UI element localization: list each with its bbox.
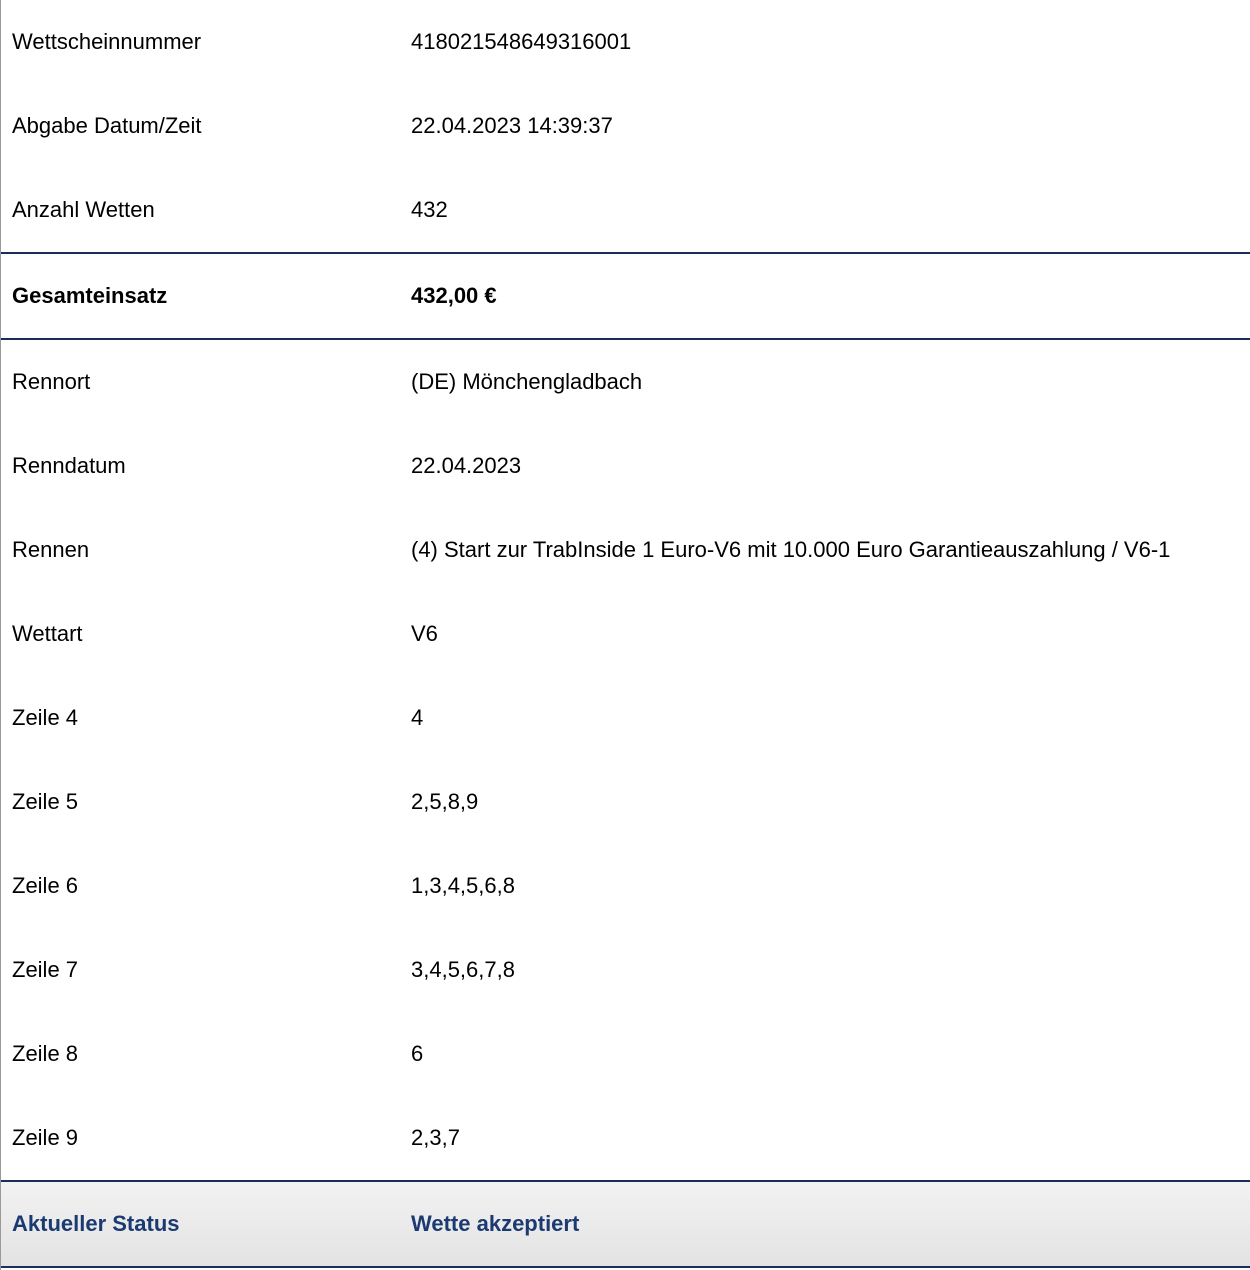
row-label: Zeile 6 [12, 873, 79, 898]
row-value: 6 [411, 1041, 424, 1066]
bet-slip-header-group [1, 0, 1250, 252]
row-label: Rennen [12, 537, 90, 562]
row-label: Anzahl Wetten [12, 197, 155, 222]
detail-row-line-7 [1, 928, 1250, 1012]
row-value: 22.04.2023 14:39:37 [411, 113, 613, 138]
row-value: 2,3,7 [411, 1125, 460, 1150]
detail-row-race [1, 508, 1250, 592]
detail-row-line-6 [1, 844, 1250, 928]
detail-row-line-4 [1, 676, 1250, 760]
row-label: Wettscheinnummer [12, 29, 202, 54]
detail-row-race-date [1, 424, 1250, 508]
row-value: 4 [411, 705, 424, 730]
row-label: Abgabe Datum/Zeit [12, 113, 202, 138]
row-value: (4) Start zur TrabInside 1 Euro-V6 mit 10.000 Euro Garantieauszahlung / V6-1 [411, 537, 1171, 562]
row-label: Wettart [12, 621, 83, 646]
row-value: 418021548649316001 [411, 29, 632, 54]
status-badge: Wette akzeptiert [411, 1211, 580, 1236]
detail-row-submission-time [1, 84, 1250, 168]
detail-row-bet-count [1, 168, 1250, 252]
row-value: 3,4,5,6,7,8 [411, 957, 515, 982]
row-label: Zeile 8 [12, 1041, 79, 1066]
row-label: Zeile 4 [12, 705, 79, 730]
row-value: (DE) Mönchengladbach [411, 369, 643, 394]
row-value: 1,3,4,5,6,8 [411, 873, 515, 898]
detail-row-venue [1, 340, 1250, 424]
status-label: Aktueller Status [12, 1211, 180, 1236]
detail-row-ticket-number [1, 0, 1250, 84]
row-value: 2,5,8,9 [411, 789, 479, 814]
row-label: Zeile 9 [12, 1125, 79, 1150]
row-value: 432 [411, 197, 448, 222]
row-value: V6 [411, 621, 438, 646]
row-label: Zeile 5 [12, 789, 79, 814]
detail-row-line-5 [1, 760, 1250, 844]
detail-row-bet-type [1, 592, 1250, 676]
row-label: Renndatum [12, 453, 126, 478]
detail-row-line-8 [1, 1012, 1250, 1096]
row-value: 432,00 € [411, 283, 497, 308]
detail-row-current-status [1, 1180, 1250, 1268]
row-value: 22.04.2023 [411, 453, 522, 478]
detail-row-line-9 [1, 1096, 1250, 1180]
row-label: Rennort [12, 369, 91, 394]
detail-row-total-stake [1, 254, 1250, 338]
row-label: Gesamteinsatz [12, 283, 168, 308]
row-label: Zeile 7 [12, 957, 79, 982]
race-details-group [1, 340, 1250, 1180]
